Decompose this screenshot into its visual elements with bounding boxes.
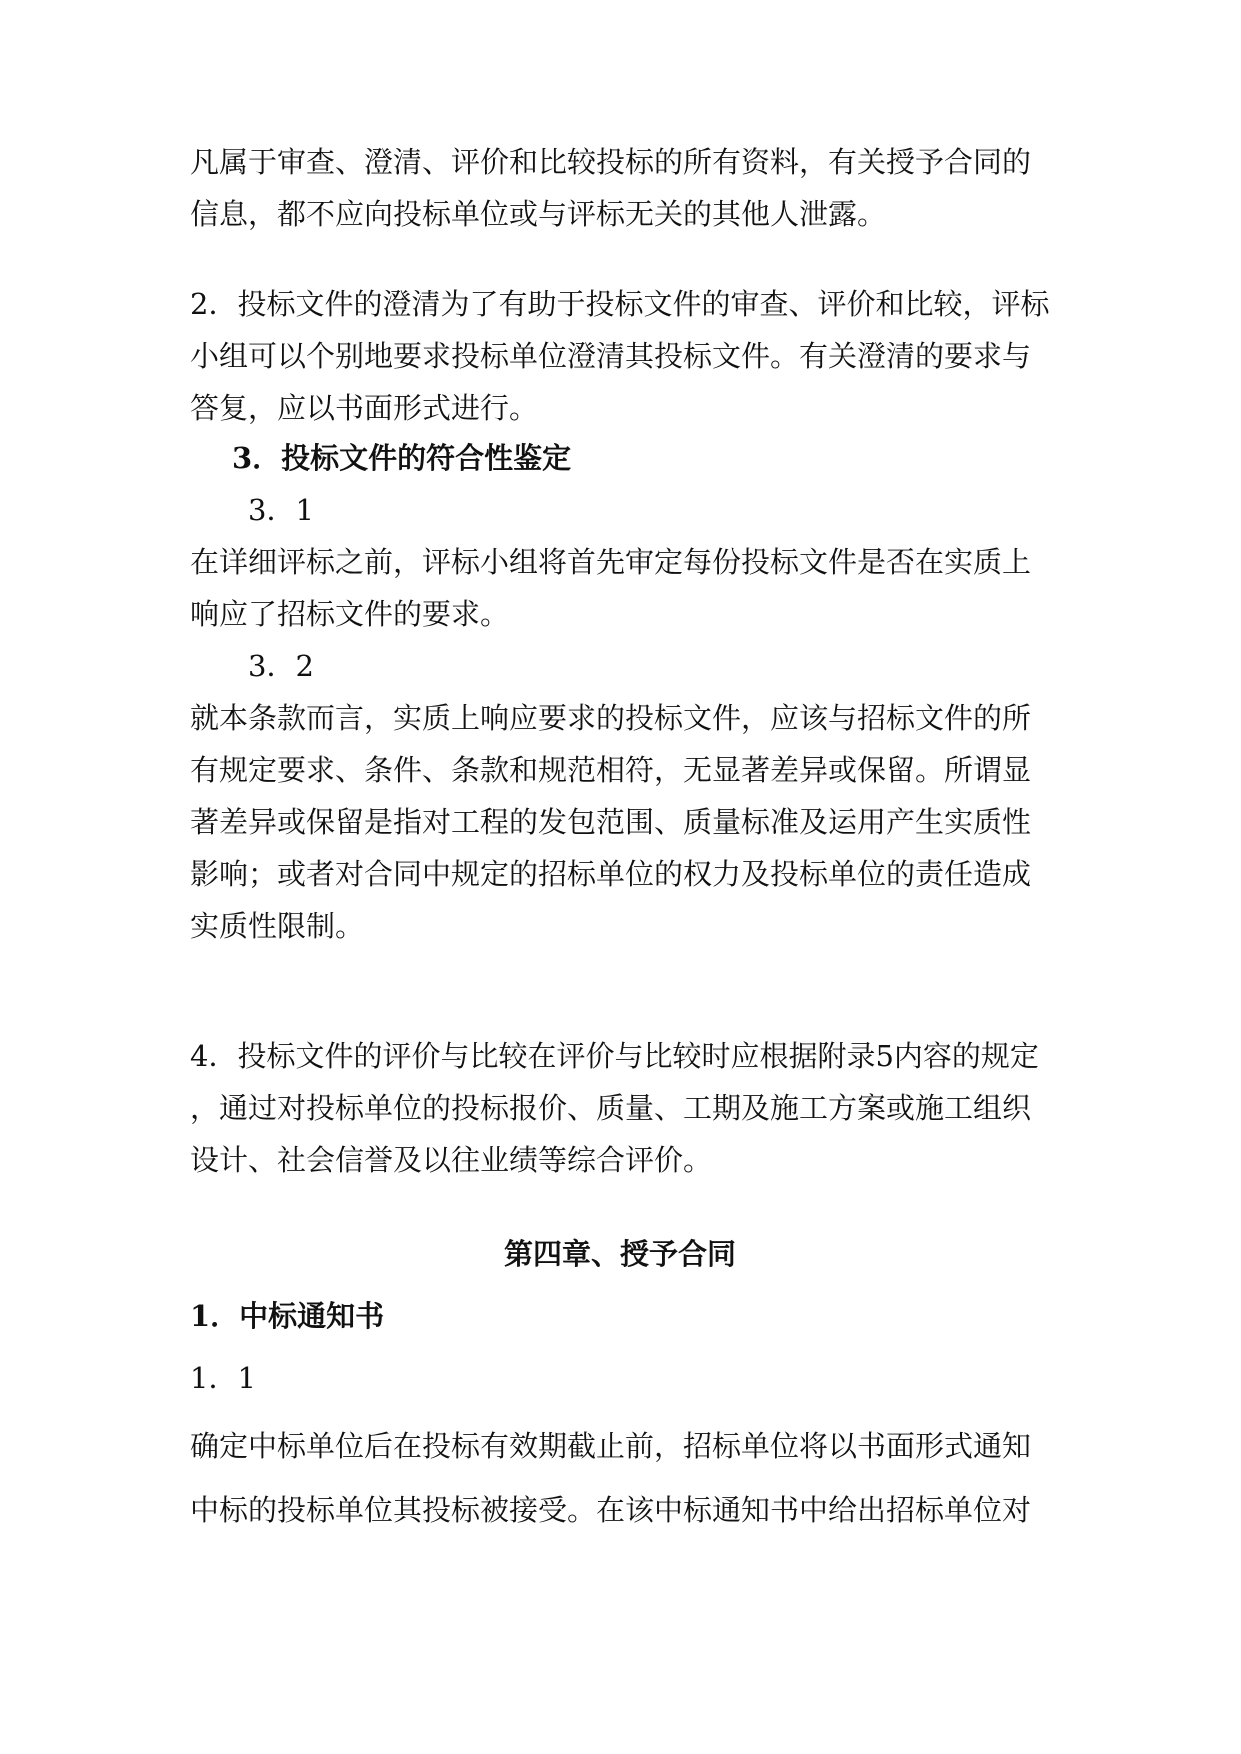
text-line: 确定中标单位后在投标有效期截止前，招标单位将以书面形式通知	[190, 1429, 1032, 1463]
text-line: 小组可以个别地要求投标单位澄清其投标文件。有关澄清的要求与	[190, 339, 1032, 373]
section-1-heading	[190, 1290, 1050, 1342]
item-number: 3．1	[248, 493, 314, 527]
section-2-paragraph	[190, 278, 1050, 434]
text-line: 著差异或保留是指对工程的发包范围、质量标准及运用产生实质性	[190, 805, 1032, 839]
text-line: 在详细评标之前，评标小组将首先审定每份投标文件是否在实质上	[190, 545, 1032, 579]
text-line: 中标的投标单位其投标被接受。在该中标通知书中给出招标单位对	[190, 1493, 1032, 1527]
item-3-2-paragraph	[190, 692, 1050, 952]
text-line: 就本条款而言，实质上响应要求的投标文件，应该与招标文件的所	[190, 701, 1032, 735]
text-line: 有规定要求、条件、条款和规范相符，无显著差异或保留。所谓显	[190, 753, 1032, 787]
section-4-paragraph	[190, 1030, 1050, 1186]
text-line: 实质性限制。	[190, 909, 365, 943]
text-line: 设计、社会信誉及以往业绩等综合评价。	[190, 1143, 713, 1177]
item-1-1-paragraph	[190, 1414, 1050, 1542]
text-line: 2．投标文件的澄清为了有助于投标文件的审查、评价和比较，评标	[190, 287, 1050, 321]
item-1-1-number	[190, 1352, 1050, 1404]
item-number: 1．1	[190, 1361, 256, 1395]
paragraph-intro	[190, 136, 1050, 240]
text-line: 4．投标文件的评价与比较在评价与比较时应根据附录5内容的规定	[190, 1039, 1039, 1073]
chapter-title-text: 第四章、授予合同	[503, 1237, 736, 1271]
text-line: 凡属于审查、澄清、评价和比较投标的所有资料，有关授予合同的	[190, 145, 1032, 179]
item-3-2-number	[248, 640, 1108, 692]
item-3-1-paragraph	[190, 536, 1050, 640]
text-line: 答复，应以书面形式进行。	[190, 391, 539, 425]
section-3-heading	[232, 432, 1092, 484]
item-3-1-number	[248, 484, 1108, 536]
heading-text: 1．中标通知书	[190, 1299, 385, 1333]
heading-text: 3．投标文件的符合性鉴定	[232, 441, 572, 475]
text-line: ，通过对投标单位的投标报价、质量、工期及施工方案或施工组织	[190, 1091, 1032, 1125]
text-line: 影响；或者对合同中规定的招标单位的权力及投标单位的责任造成	[190, 857, 1032, 891]
item-number: 3．2	[248, 649, 314, 683]
text-line: 信息，都不应向投标单位或与评标无关的其他人泄露。	[190, 197, 887, 231]
chapter-title	[190, 1228, 1050, 1280]
text-line: 响应了招标文件的要求。	[190, 597, 510, 631]
